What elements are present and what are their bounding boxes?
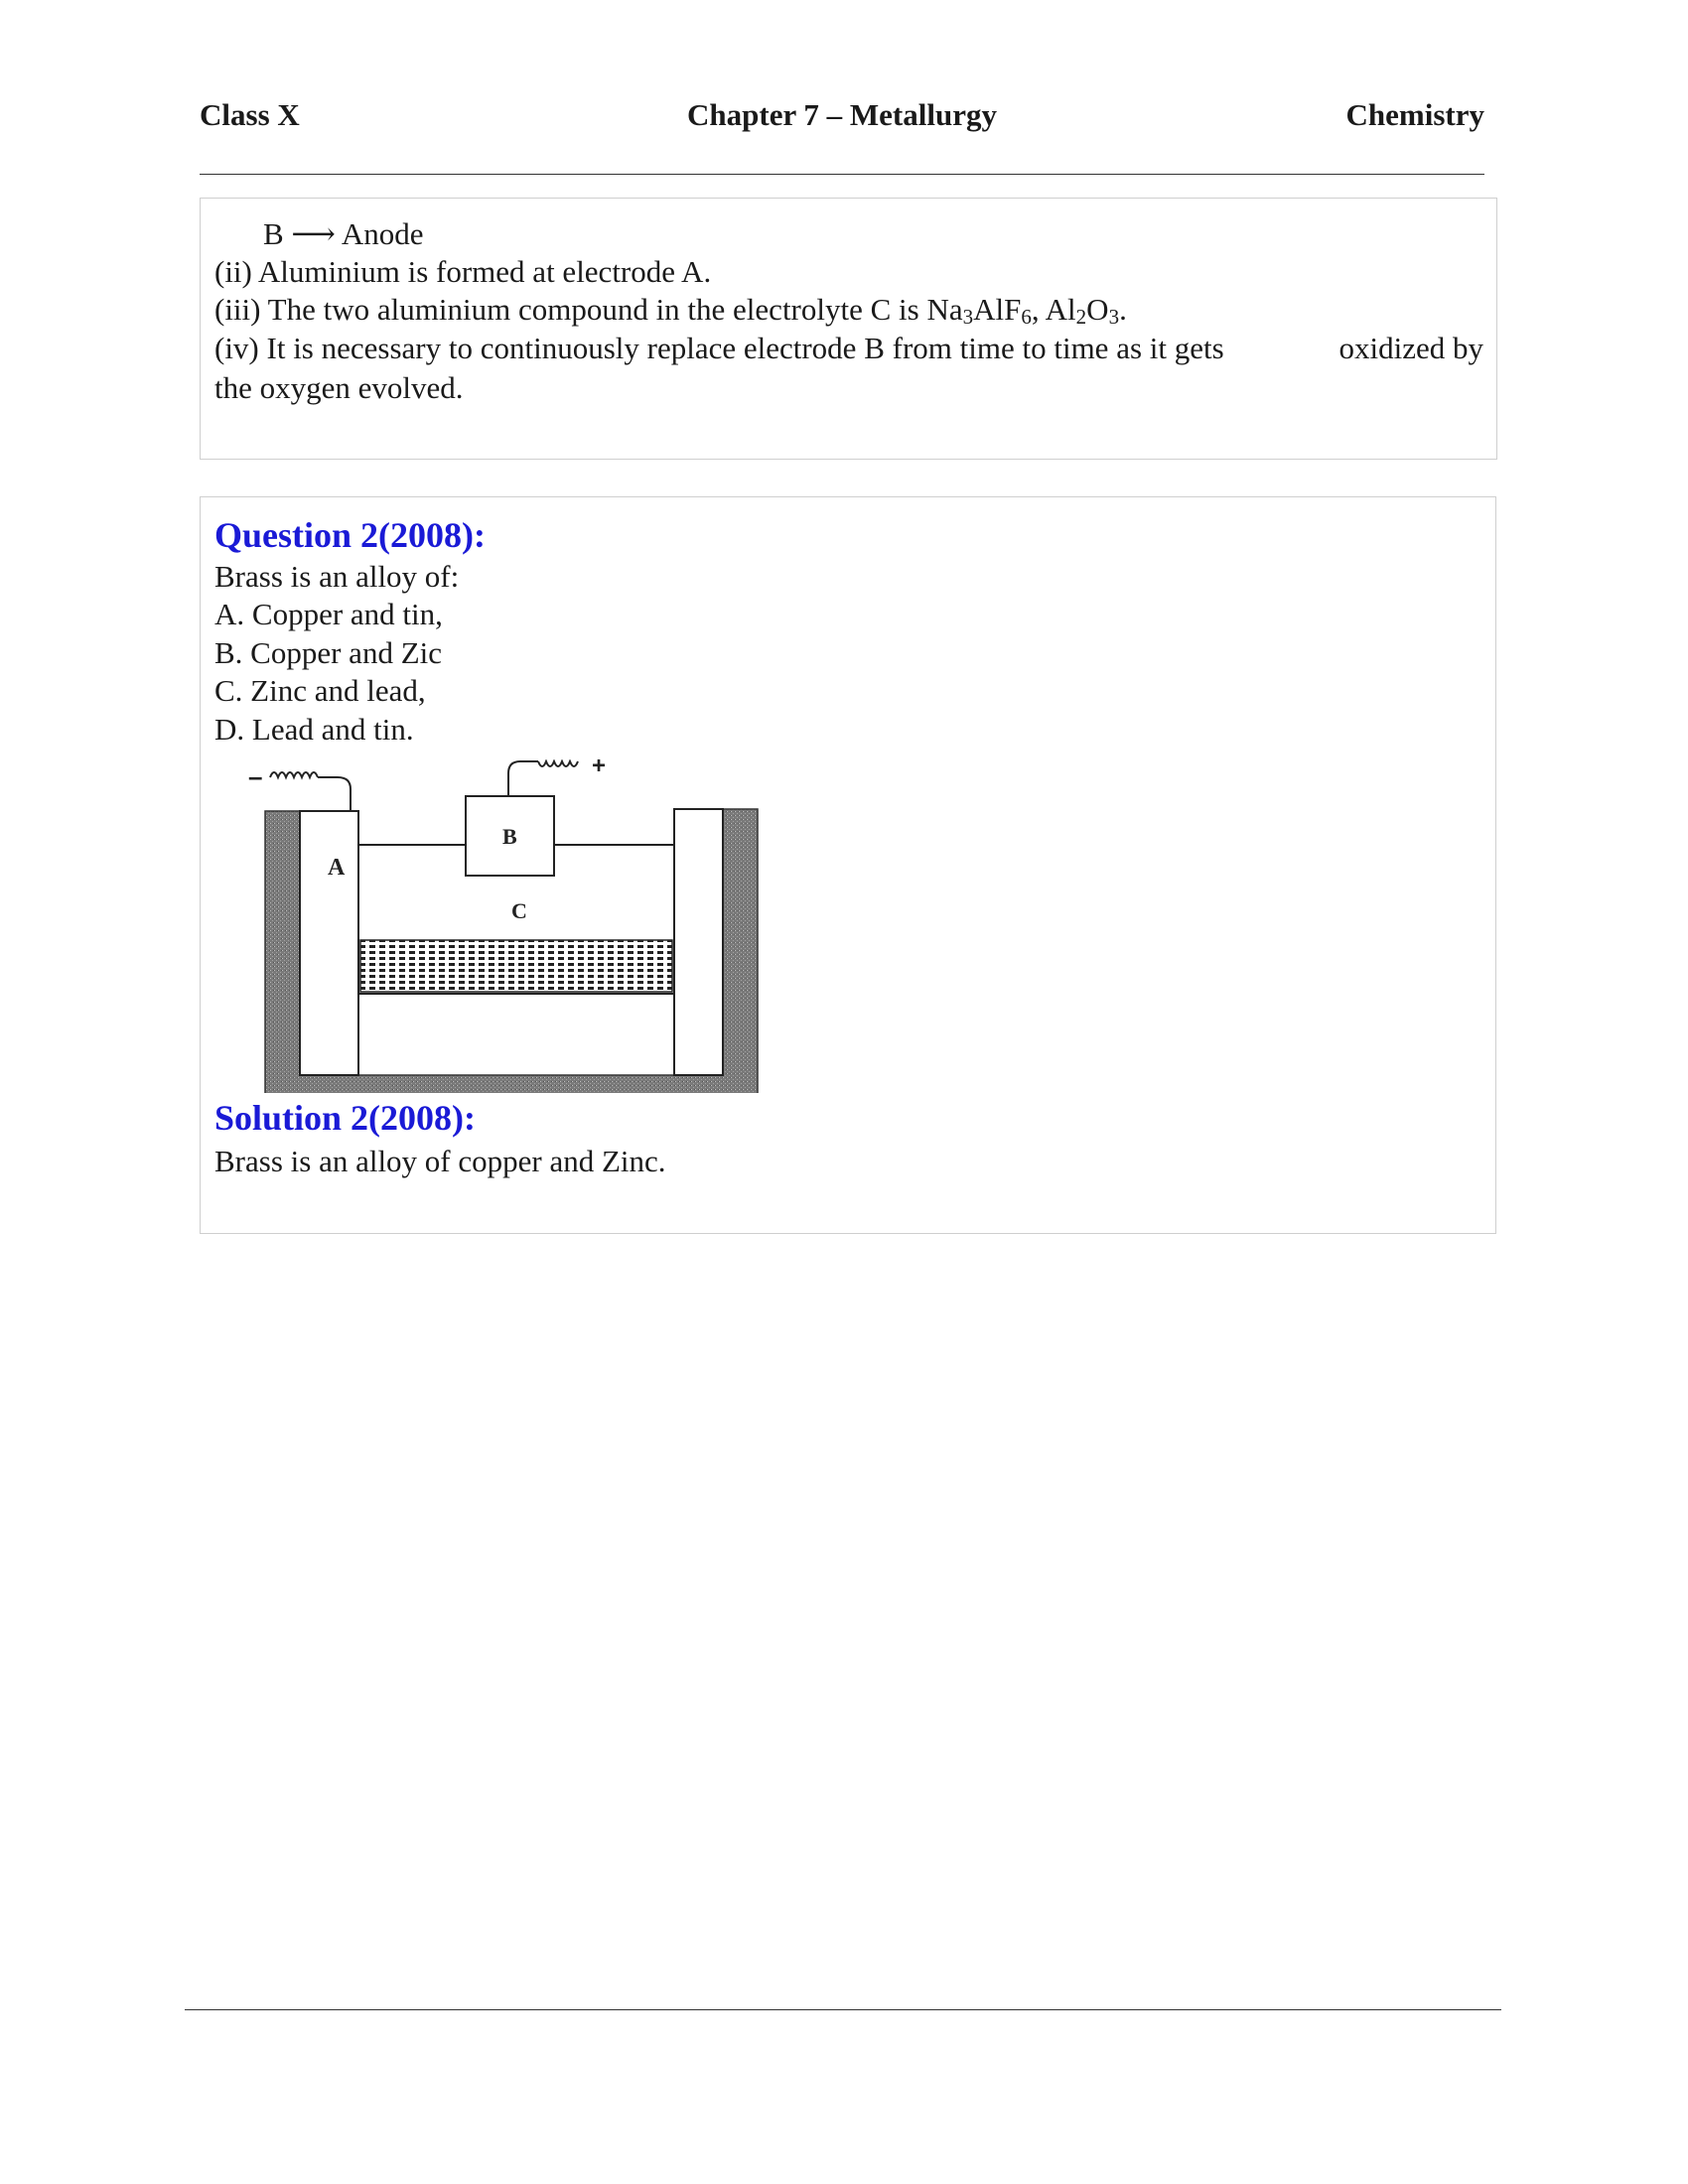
- label-a: A: [328, 855, 346, 881]
- header-divider: [200, 174, 1484, 175]
- solution-line-iii: (iii) The two aluminium compound in the electrolyte C is $Na_3AlF_6$, $Al_2O_3$.: [214, 292, 1127, 329]
- question-stem: Brass is an alloy of:: [214, 559, 460, 594]
- solution-line-iv-continued: the oxygen evolved.: [214, 370, 464, 405]
- footer-divider: [185, 2009, 1501, 2010]
- solution-line-iv: (iv) It is necessary to continuously replace electrode B from time to time as it gets oxidized by: [214, 331, 1483, 365]
- solution-title: Solution 2(2008):: [214, 1098, 477, 1138]
- minus-label: –: [248, 761, 263, 791]
- page-header: [200, 97, 1484, 141]
- cathode-wire: [318, 777, 351, 811]
- molten-bath: [360, 940, 672, 992]
- cathode-coil: [270, 772, 318, 777]
- anode-coil: [538, 761, 578, 766]
- electrode-a: [300, 811, 358, 1075]
- anode-line: B ⟶ Anode: [263, 216, 424, 251]
- plus-label: +: [592, 759, 607, 779]
- option-a: A. Copper and tin,: [214, 597, 443, 631]
- anode-wire: [508, 761, 538, 796]
- question-box: [200, 496, 1496, 1234]
- header-class: Class X: [200, 97, 300, 132]
- option-b: B. Copper and Zic: [214, 635, 443, 670]
- electrolytic-cell-diagram: [211, 759, 816, 1093]
- header-chapter: Chapter 7 – Metallurgy: [687, 97, 997, 132]
- label-c: C: [511, 898, 527, 923]
- header-subject: Chemistry: [1345, 97, 1484, 132]
- tank-right-wall: [674, 809, 723, 1075]
- option-d: D. Lead and tin.: [214, 712, 414, 747]
- previous-solution-box: [200, 198, 1497, 460]
- question-title: Question 2(2008):: [214, 515, 486, 555]
- option-c: C. Zinc and lead,: [214, 673, 426, 708]
- solution-answer: Brass is an alloy of copper and Zinc.: [214, 1144, 666, 1178]
- solution-line-ii: (ii) Aluminium is formed at electrode A.: [214, 254, 712, 289]
- label-b: B: [502, 824, 517, 849]
